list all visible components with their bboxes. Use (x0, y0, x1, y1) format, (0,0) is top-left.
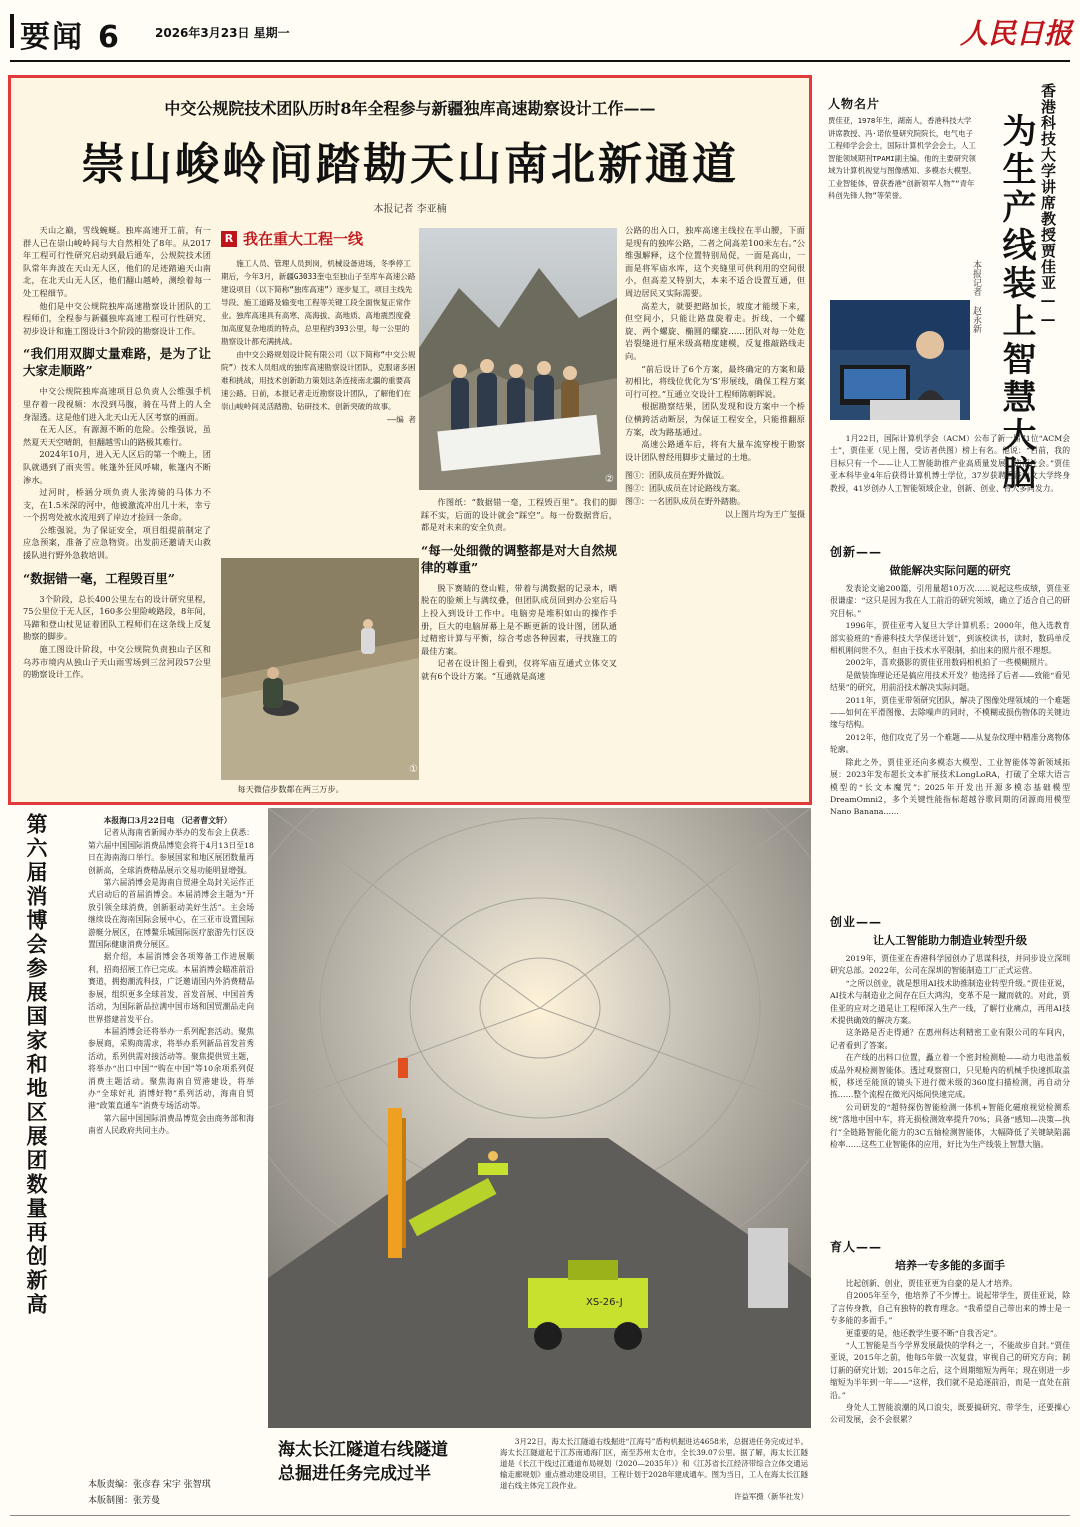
paragraph: 1996年，贾佳亚考入复旦大学计算机系；2000年，他入选教育部实验班的“香港科技大学保送计划”，到该校读书，读时，数码单反相机刚问世不久，但由于技术水平限制，拍出来的照片很不理想。 (830, 621, 1070, 656)
right-headline: 为生产线装上智慧大脑 (996, 113, 1036, 493)
paragraph: 2019年，贾佳亚在香港科学园创办了思谋科技，并同步设立深圳研究总部。2022年，公司在深圳的智能制造工厂正式运营。 (830, 954, 1070, 976)
right-kicker: 香港科技大学讲席教授贾佳亚—— (1039, 83, 1057, 329)
photo-team-cooking (221, 558, 419, 780)
paragraph: 记者从海南省新闻办举办的发布会上获悉：第六届中国国际消费品博览会将于4月13日至18日在海南海口举行。参展国家和地区展团数量再创新高，全球消费精品展示交易功能明显增强。 (88, 828, 254, 875)
article-byline: 本报记者 李亚楠 (373, 204, 447, 215)
paragraph: 施工人员、管理人员到岗，机械设备进场，冬季停工期后，今年3月，新疆G3033奎屯至独山子至库车高速公路建设项目（以下简称“独库高速”）逐步复工，项目主线先导段、施工道路及输变电工程等关键工段全面恢复正常作业。独库高速具有高寒、高海拔、高地质、高地震烈度叠加高度复杂地质的特点，总里程约393公里，每一公里的勘察设计都充满挑战。 (221, 259, 416, 346)
paragraph: 这条路是否走得通？在惠州科达利精密工业有限公司的车间内，记者看到了答案。 (830, 1028, 1070, 1050)
masthead (0, 0, 1080, 62)
paragraph: 公司研发的“超特探伤智能检测一体机+智能化磁痕视觉检测系统”落地中国中车，将无损检测效率提升70%；具备“感知—决策—执行”全链路智能化能力的3C五轴检测智能体，大幅降低了关键缺陷漏检率……这些工业智能体的应用，好比为生产线装上智慧大脑。 (830, 1102, 1070, 1150)
page-editors: 本版责编：张彦春 宋宇 张智琪 (88, 1480, 211, 1490)
caption: 图③：一名团队成员在野外踏勘。 (625, 497, 745, 507)
paragraph: 1月22日，国际计算机学会（ACM）公布了新一届71位“ACM会士”，贾佳亚（见上图，受访者供图）榜上有名。他说：“目前，我的目标只有一个——让人工智能助推产业高质量发展，造福社会。”贾佳亚本科毕业4年后获得计算机博士学位，37岁获聘香港中文大学终身教授，41岁创办人工智能领域企业，创新、创业、育人多向发力。 (830, 434, 1070, 493)
paragraph: 2012年，他们攻克了另一个难题——从复杂纹理中精准分离物体轮廓。 (830, 732, 1070, 755)
box-title-text: 我在重大工程一线 (243, 230, 364, 248)
figure-number: ② (605, 474, 614, 485)
box-signature: ——编 者 (387, 415, 416, 424)
paragraph: “人工智能是当今学界发展最快的学科之一，不能故步自封。”贾佳亚说，2015年之前，他每5年做一次复盘，审视自己的研究方向；制订新的研究计划；2015年之后，这个周期缩短为两年；现在则进一步缩短为半年到一年——“这样，我们就不是追逐前沿，而是一直处在前沿。” (830, 1341, 1070, 1400)
photo-credit: 以上图片均为王广玺摄 (725, 510, 805, 520)
paragraph: 据介绍，本届消博会各项筹备工作进展顺利，招商招展工作已完成。本届消博会瞄准前沿赛道，拥抱潮流科技，广泛邀请国内外消费精品参展，组织更多全球首发、首发首展、中国首秀活动，为国际新品拉满中国市场和国贸潮品走向世界搭建首发平台。 (88, 952, 254, 1024)
footer-rule (10, 1515, 1070, 1516)
reporter: （记者曹文轩） (176, 816, 232, 825)
article-column-4 (625, 224, 805, 714)
photo-credit: 许益军摄（新华社发） (734, 1492, 808, 1501)
tunnel-caption (500, 1436, 808, 1516)
section-title-innovation: 做能解决实际问题的研究 (889, 564, 1011, 577)
paragraph: 高速公路通车后，将有大量车流穿梭于勘察设计团队曾经用脚步丈量过的土地。 (625, 439, 805, 462)
paragraph: 脱下赛睛的登山鞋，带着与满数据的记录本，晒脱在的脸颊上与满纹叠，但团队成员回到办公室后马上投入到设计工作中。电脑旁是堆积如山的操作手册，巨大的电脑屏幕上是不断更新的设计图，团队通过精密计算与平衡，综合考虑各种因素，寻找施工的最佳方案。 (421, 582, 617, 656)
expo-headline: 第六届消博会参展国家和地区展团数量再创新高 (24, 813, 49, 1317)
section-label-startup: 创业—— (830, 915, 883, 929)
section-label-education: 育人—— (830, 1240, 883, 1254)
paragraph: 本届消博会还将举办一系列配套活动。聚焦参展商，采购商需求，将举办系列新品首发首秀活动，系列供需对接活动等。聚焦提供贸主题，将举办“出口中国”“购在中国”等10余项系列促消费主题活动。聚焦海南自贸港建设，将举办“全球好礼 消博好物”系列活动，海南自贸港“政策直通车”消费专场活动等。 (88, 1026, 254, 1111)
newspaper-logo: 人民日报 (960, 17, 1073, 50)
paragraph: 公维强说，为了保证安全，项目组提前制定了应急预案，准备了应急物资。出发前还邀请天山救援队进行野外急救培训。 (23, 524, 211, 561)
article-column-2-tail (221, 783, 417, 803)
photo-tunnel (268, 808, 811, 1428)
layout-spacer (418, 712, 804, 713)
section-body-innovation (830, 583, 1070, 913)
paragraph: 中交公规院独库高速项目总负责人公维强手机里存着一段视频：水没到马腹，骑在马背上的人全身湿透。这是他们进入北天山无人区考察的画面。 (23, 386, 211, 422)
section-body-startup (830, 953, 1070, 1233)
paragraph: 除此之外，贾佳亚还向多模态大模型、工业智能体等新领域拓展：2023年发布超长文本扩展技术LongLoRA，打破了全球大语言模型的“长文本魔咒”；2025年开发出开源多模态基础模型DreamOmni2，多个关键性能指标超越谷歌同期的闭源商用模型Nano Banana…… (830, 757, 1070, 817)
paragraph: 2024年10月，进入无人区后的第一个晚上，团队就遇到了雨夹雪。帐篷外狂风呼啸，帐篷内不断渗水。 (23, 449, 211, 485)
paragraph: 由中交公路规划设计院有限公司（以下简称“中交公规院”）技术人员组成的独库高速勘察设计团队，克服诸多困难和挑战，用技术创新助力策划这条连接南北疆的重要高速公路。日前，本报记者走近勘察设计团队，了解他们在崇山峻岭间灵活踏勘、钻研技术、创新突破的故事。 (221, 350, 416, 411)
section-title-startup: 让人工智能助力制造业转型升级 (873, 934, 1027, 947)
paragraph: 身处人工智能浪潮的风口浪尖，既要搞研究、带学生，还要操心公司发展，会不会很累？ (830, 1403, 1070, 1425)
section-name (20, 12, 121, 56)
section-body-education (830, 1278, 1070, 1513)
paragraph: 更重要的是，他还教学生要不断“自我否定”。 (845, 1328, 1002, 1338)
page-designer: 本版制图：张芳曼 (88, 1496, 161, 1506)
r-badge-icon: R (221, 231, 237, 247)
paragraph: 3个阶段，总长400公里左右的设计研究里程，75公里位于无人区，160多公里险峻路段，8年间，马蹄和登山杖见证着团队工程师们在这条线上反复勘察的脚步。 (23, 593, 211, 642)
article-column-3 (421, 496, 617, 708)
section-label: 要闻 (20, 20, 84, 55)
subheading: “我们用双脚丈量难路，是为了让大家走顺路” (23, 346, 211, 379)
page-number: 6 (98, 20, 121, 55)
tunnel-caption-block (268, 1430, 811, 1520)
profile-label: 人物名片 (828, 97, 881, 111)
tunnel-headline-2: 总掘进任务完成过半 (278, 1464, 431, 1484)
paragraph: 在无人区，有源源不断的危险。公维强说，虽然夏天天空晴朗，但翻越雪山的路极其难行。 (23, 424, 211, 447)
profile-text: 贾佳亚，1978年生，湖南人，香港科技大学讲席教授、冯·诺依曼研究院院长，电气电子工程师学会会士，国际计算机学会会士，人工智能领域期刊TPAMI副主编。他的主要研究领域为计算机视觉与图像感知、多模态大模型、工业智能体，曾获香港“创新领军人物”“青年科创先锋人物”等荣誉。 (828, 116, 976, 200)
sidebar-box-frontline (221, 228, 416, 553)
figure-captions (625, 469, 805, 521)
tunnel-headline (278, 1438, 488, 1486)
paragraph: 自2005年至今，他培养了不少博士。说起带学生，贾佳亚说，除了言传身教，自己有独特的教育理念。“我希望自己带出来的博士是一专多能的多面手。” (830, 1291, 1070, 1326)
paragraph: 作图纸：“数据错一毫，工程毁百里”。我们的脚踩不实，后面的设计就会“踩空”。每一份数据背后，都是对未来的安全负责。 (421, 497, 617, 533)
header-rule (10, 60, 1070, 62)
tunnel-headline-1: 海太长江隧道右线隧道 (278, 1440, 448, 1460)
svg-text:①: ① (409, 764, 418, 775)
machine-label: XS-26-J (586, 1297, 623, 1308)
section-marker-bar (10, 14, 14, 48)
box-body (221, 257, 416, 547)
paragraph: 施工图设计阶段，中交公规院负责独山子区和乌苏市境内从独山子天山雨雪场到三岔河段57公里的勘察设计工作。 (23, 644, 211, 680)
paragraph: “之所以创业，就是想用AI技术助推制造业转型升级。”贾佳亚说，AI技术与制造业之间存在巨大鸿沟，变革不是一蹴而就的。对此，贾佳亚的应对之道是让工程师深入生产一线，了解行业痛点，再用AI技术提供确效的解决方案。 (830, 978, 1070, 1026)
subheading: “数据错一毫，工程毁百里” (23, 570, 175, 586)
article-column-1 (23, 224, 211, 804)
expo-article (8, 805, 258, 1505)
paragraph: 2011年，贾佳亚带领研究团队，解决了图像处理领域的一个难题——如何在平滑图像、去除噪声的同时，不模糊或损伤物体的关键边缘与结构。 (830, 695, 1070, 730)
paragraph: 天山之巅，雪线蜿蜒。独库高速开工前，有一群人已在崇山峻岭间与大自然相处了8年。从2017年工程可行性研究启动到最后通车，公规院技术团队常年奔波在天山无人区，他们的足迹踏遍天山南北，在北天山无人区，他们翻山越岭，测绘着每一处工程细节。 (23, 225, 211, 298)
paragraph: 记者在设计图上看到，仅将军庙互通式立体交叉就有6个设计方案。“互通就是高速 (421, 658, 617, 681)
paragraph: 第六届消博会是海南自贸港全岛封关运作正式启动后的首届消博会。本届消博会主题为“开放引领全球消费，创新驱动美好生活”。主会场继续设在海南国际会展中心，在三亚市设置国际游艇分展区，在博鳌乐城国际医疗旅游先行区设置国际健康消费分展区。 (88, 878, 254, 950)
caption: 图②：团队成员在讨论路线方案。 (625, 484, 745, 494)
paragraph: 在产线的出料口位置，矗立着一个密封检测舱——动力电池盖板成品外观检测智能体。透过观察窗口，只见舱内的机械手快速抓取盖板，移送至能顶的镜头下进行微米级的360度扫描检测，再自动分拣……整个流程在微光闪烁间快速完成。 (830, 1053, 1070, 1100)
dateline: 本报海口3月22日电 (103, 816, 175, 825)
paragraph: 每天微信步数都在两三万步。 (237, 784, 344, 794)
paragraph: 公路的出入口，独库高速主线拉在半山腰，下面是现有的独库公路，二者之间高差100米左右。”公维强解释，这个位置特别局促，一面是高山，一面是将军庙水库，这个夹缝里可供利用的空间很小，但高差又特别大，本来不适合设置互通，但周边居民又实际需要。 (625, 225, 805, 298)
photo-team-discussing (419, 228, 617, 490)
paragraph: 高差大，就要把路加长，坡度才能缓下来，但空间小，只能让路盘旋着走。折线、一个螺旋、两个螺旋、椭圆的螺旋……团队对每一处危岩裂缝进行厘米级高精度建模，反复推敲路线走向。 (625, 300, 805, 361)
paragraph: 根据勘察结果，团队发现和设方案中一个桥位横跨活动断层，为保证工程安全，只能推翻原方案，改为路基通过。 (625, 401, 805, 437)
right-article (820, 75, 1075, 1515)
issue-date: 2026年3月23日 星期一 (155, 26, 290, 40)
section-label-innovation: 创新—— (830, 545, 883, 559)
right-byline: 本报记者 赵永新 (971, 260, 981, 333)
photo-portrait (830, 300, 970, 420)
article-headline: 崇山峻岭间踏勘天山南北新通道 (81, 139, 739, 190)
caption: 图①：团队成员在野外做饭。 (625, 471, 729, 481)
section-title-education: 培养一专多能的多面手 (895, 1259, 1005, 1272)
main-article (8, 75, 812, 805)
paragraph: “前后设计了6个方案，最终确定的方案和最初相比，将线位优化为‘S’形展线，确保工程方案可行可控。”互通立交设计工程师陈朝晖说。 (625, 363, 805, 399)
article-kicker: 中交公规院技术团队历时8年全程参与新疆独库高速勘察设计工作—— (164, 99, 656, 118)
expo-body (88, 815, 254, 1375)
right-intro (830, 433, 1070, 533)
paragraph: 过河时，桥涵分项负责人张涛骑的马体力不支，在1.5米深的河中，他被激流冲出几十米，幸亏一个拐弯处被水流甩到了岸边才捡回一条命。 (23, 487, 211, 523)
subheading: “每一处细微的调整都是对大自然规律的尊重” (421, 542, 617, 575)
paragraph: 2002年，喜欢摄影的贾佳亚用数码相机拍了一些模糊照片。 (845, 658, 1053, 668)
paragraph: 第六届中国国际消费品博览会由商务部和海南省人民政府共同主办。 (88, 1113, 254, 1136)
box-title (221, 228, 416, 249)
paragraph: 是做装饰理论还是搞应用技术开发？他选择了后者——致能“看见结果”的研究，用前沿技术解决实际问题。 (830, 670, 1070, 693)
paragraph: 他们是中交公规院独库高速勘察设计团队的工程师们，全程参与新疆独库高速工程可行性研究、初步设计和施工图设计3个阶段的勘察设计工作。 (23, 300, 211, 336)
caption-text: 3月22日，海太长江隧道右线掘进“江海号”盾构机掘进达4658米，总掘进任务完成过半。海太长江隧道起于江苏南通海门区，南至苏州太仓市，全长39.07公里。据了解，海太长江隧道是《长江干线过江通道布局规划（2020—2035年）》和《江苏省长江经济带综合立体交通运输走廊规划》重点推动建设项目，工程计划于2028年建成通车。图为当日，工人在海太长江隧道右线主体完工段作业。 (500, 1437, 808, 1490)
paragraph: 发表论文逾200篇，引用量超10万次……说起这些成绩，贾佳亚很谦虚：“这只是因为我在人工前沿的研究领域，确立了适合自己的研究目标。” (830, 584, 1070, 618)
paragraph: 比起创新、创业，贾佳亚更为自豪的是人才培养。 (845, 1279, 1018, 1288)
